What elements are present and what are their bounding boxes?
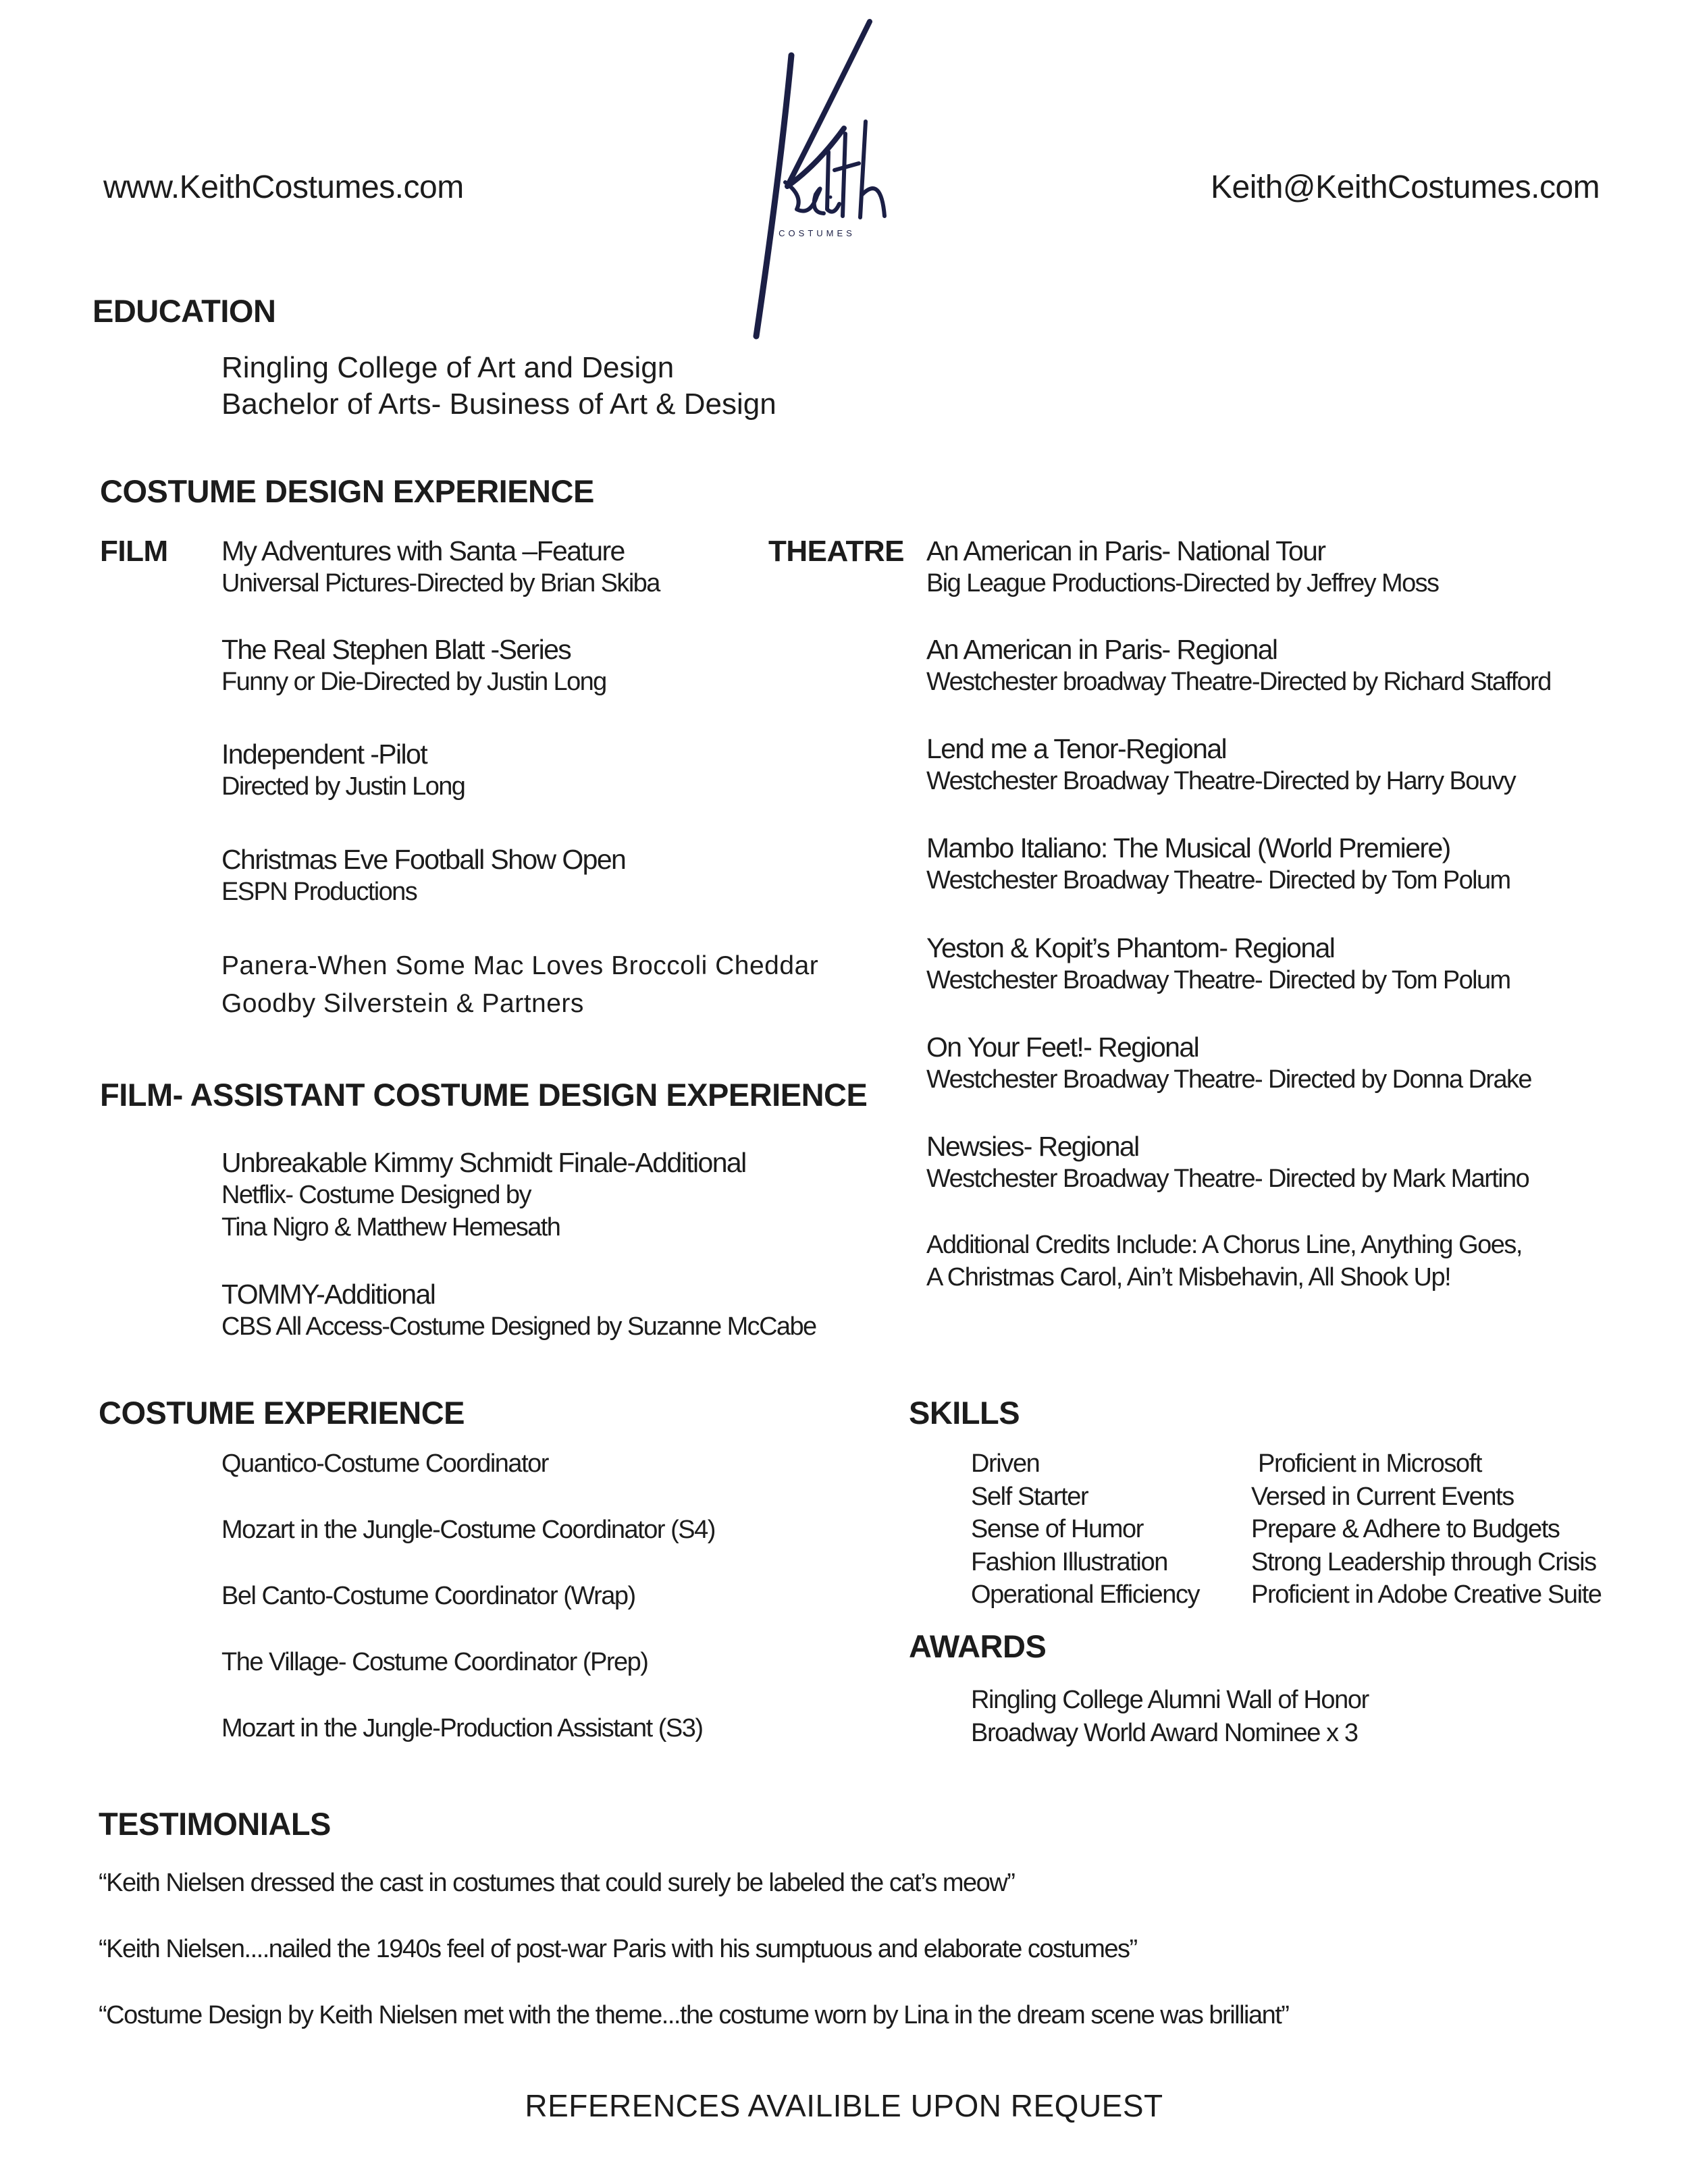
theatre-title: Mambo Italiano: The Musical (World Premiere) [926, 832, 1450, 863]
skill-item: Versed in Current Events [1251, 1482, 1514, 1511]
assistant-item [221, 1278, 816, 1343]
skill-item: Sense of Humor [971, 1515, 1143, 1543]
film-detail: Goodby Silverstein & Partners [221, 989, 584, 1018]
testimonial-quote: “Costume Design by Keith Nielsen met with the theme...the costume worn by Lina in the dream scene was brilliant” [99, 2001, 1289, 2029]
skill-item: Fashion Illustration [971, 1547, 1167, 1576]
film-item [221, 738, 465, 803]
theatre-title: Newsies- Regional [926, 1131, 1139, 1162]
theatre-item [926, 1130, 1529, 1195]
skill-item: Proficient in Adobe Creative Suite [1251, 1580, 1602, 1609]
skill-item: Operational Efficiency [971, 1580, 1200, 1609]
skill-item: Proficient in Microsoft [1258, 1449, 1482, 1478]
film-item [221, 947, 818, 1023]
film-item [221, 535, 660, 600]
costume-experience-item: Bel Canto-Costume Coordinator (Wrap) [221, 1582, 635, 1610]
skill-item: Prepare & Adhere to Budgets [1251, 1515, 1560, 1543]
education-heading: EDUCATION [93, 293, 276, 329]
theatre-item [926, 733, 1515, 797]
film-title: The Real Stephen Blatt -Series [221, 634, 571, 665]
film-detail: Funny or Die-Directed by Justin Long [221, 668, 606, 696]
assistant-detail: CBS All Access-Costume Designed by Suzanne McCabe [221, 1312, 816, 1341]
assistant-item [221, 1146, 746, 1244]
additional-credits [926, 1229, 1522, 1294]
film-item [221, 633, 606, 698]
website-link[interactable]: www.KeithCostumes.com [103, 169, 464, 205]
references-footer: REFERENCES AVAILIBLE UPON REQUEST [525, 2088, 1163, 2123]
awards-list [971, 1684, 1369, 1749]
costume-experience-item: The Village- Costume Coordinator (Prep) [221, 1648, 648, 1676]
skill-item: Driven [971, 1449, 1040, 1478]
assistant-title: TOMMY-Additional [221, 1279, 436, 1310]
film-title: My Adventures with Santa –Feature [221, 535, 625, 566]
theatre-detail: Westchester Broadway Theatre- Directed by Mark Martino [926, 1165, 1529, 1193]
theatre-item [926, 633, 1551, 698]
film-item [221, 843, 625, 908]
assistant-heading: FILM- ASSISTANT COSTUME DESIGN EXPERIENCE [100, 1077, 868, 1113]
education-school: Ringling College of Art and Design [221, 351, 675, 384]
theatre-detail: Westchester Broadway Theatre- Directed by Tom Polum [926, 966, 1510, 994]
film-detail: ESPN Productions [221, 878, 417, 906]
theatre-detail: Westchester broadway Theatre-Directed by Richard Stafford [926, 668, 1551, 696]
theatre-title: An American in Paris- National Tour [926, 535, 1325, 566]
film-detail: Universal Pictures-Directed by Brian Skiba [221, 569, 660, 597]
theatre-title: Lend me a Tenor-Regional [926, 733, 1227, 764]
award-item: Broadway World Award Nominee x 3 [971, 1718, 1358, 1747]
theatre-detail: Westchester Broadway Theatre- Directed by Donna Drake [926, 1065, 1531, 1094]
film-title: Christmas Eve Football Show Open [221, 844, 626, 875]
skills-right-list [1251, 1447, 1602, 1612]
awards-heading: AWARDS [909, 1628, 1047, 1664]
skills-left-list [971, 1447, 1199, 1612]
testimonials-heading: TESTIMONIALS [99, 1806, 331, 1842]
film-label: FILM [100, 535, 168, 568]
theatre-detail: Big League Productions-Directed by Jeffrey Moss [926, 569, 1439, 597]
costume-experience-item: Mozart in the Jungle-Production Assistant (S3) [221, 1714, 703, 1742]
costume-experience-item: Mozart in the Jungle-Costume Coordinator (S4) [221, 1516, 715, 1544]
education-degree: Bachelor of Arts- Business of Art & Design [221, 388, 776, 421]
theatre-item [926, 1031, 1531, 1096]
skill-item: Self Starter [971, 1482, 1088, 1511]
film-title: Independent -Pilot [221, 739, 427, 770]
theatre-title: Yeston & Kopit’s Phantom- Regional [926, 932, 1335, 963]
award-item: Ringling College Alumni Wall of Honor [971, 1686, 1369, 1714]
theatre-label: THEATRE [768, 535, 905, 568]
education-block [221, 350, 776, 423]
costume-experience-heading: COSTUME EXPERIENCE [99, 1395, 465, 1431]
costume-experience-item: Quantico-Costume Coordinator [221, 1449, 548, 1478]
assistant-detail: Tina Nigro & Matthew Hemesath [221, 1213, 560, 1242]
costume-design-heading: COSTUME DESIGN EXPERIENCE [100, 473, 594, 509]
email-link[interactable]: Keith@KeithCostumes.com [1211, 169, 1600, 205]
skill-item: Strong Leadership through Crisis [1251, 1547, 1596, 1576]
film-detail: Directed by Justin Long [221, 772, 465, 801]
theatre-detail: Westchester Broadway Theatre-Directed by Harry Bouvy [926, 767, 1516, 795]
assistant-detail: Netflix- Costume Designed by [221, 1181, 531, 1209]
additional-credits-line: A Christmas Carol, Ain’t Misbehavin, All Shook Up! [926, 1263, 1451, 1291]
film-title: Panera-When Some Mac Loves Broccoli Cheddar [221, 951, 819, 980]
theatre-detail: Westchester Broadway Theatre- Directed by Tom Polum [926, 866, 1510, 895]
theatre-item [926, 932, 1510, 996]
testimonial-quote: “Keith Nielsen....nailed the 1940s feel of post-war Paris with his sumptuous and elaborate costumes” [99, 1935, 1137, 1963]
theatre-title: On Your Feet!- Regional [926, 1032, 1199, 1063]
theatre-item [926, 832, 1510, 897]
additional-credits-line: Additional Credits Include: A Chorus Line, Anything Goes, [926, 1231, 1522, 1259]
assistant-title: Unbreakable Kimmy Schmidt Finale-Additional [221, 1147, 746, 1178]
keith-signature-logo [716, 14, 891, 344]
testimonial-quote: “Keith Nielsen dressed the cast in costumes that could surely be labeled the cat’s meow” [99, 1869, 1015, 1897]
logo-subtext: COSTUMES [779, 228, 855, 238]
theatre-item [926, 535, 1438, 600]
theatre-title: An American in Paris- Regional [926, 634, 1277, 665]
skills-heading: SKILLS [909, 1395, 1020, 1431]
